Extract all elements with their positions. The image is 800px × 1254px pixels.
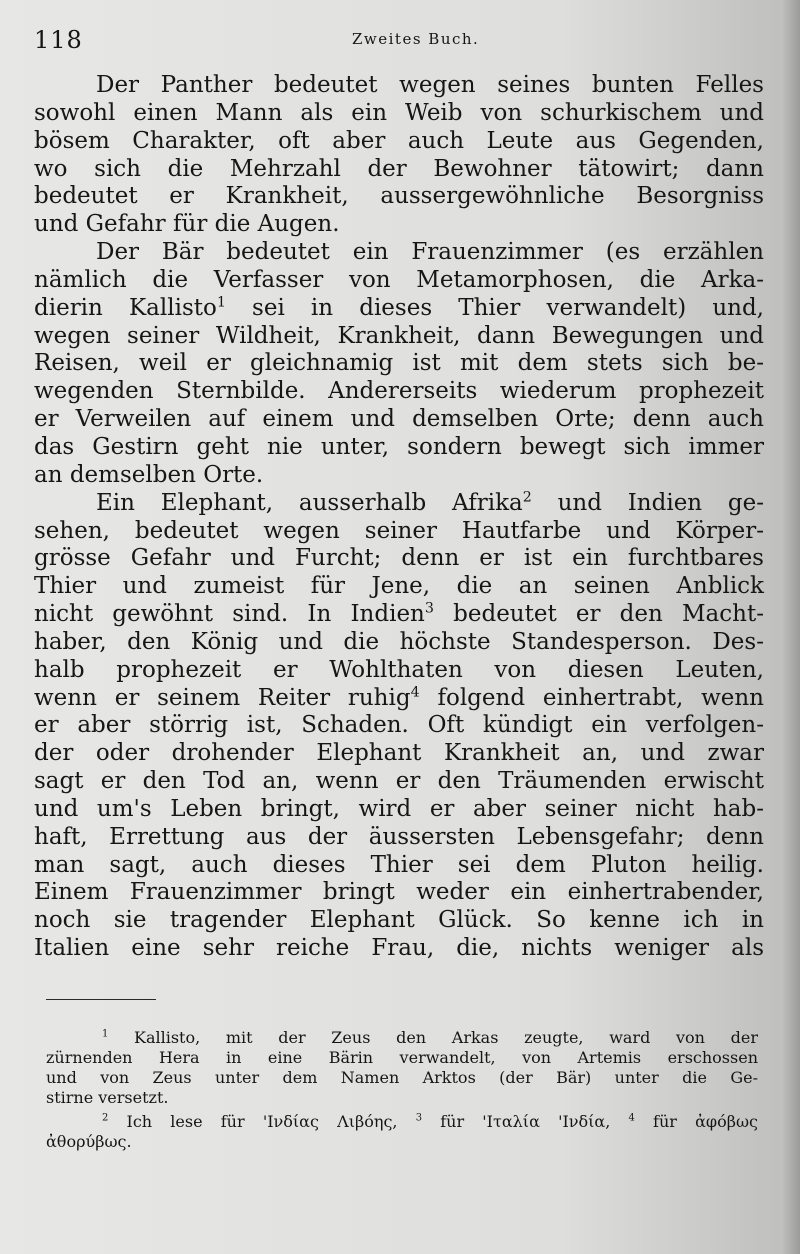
text-line: an demselben Orte.: [34, 461, 264, 488]
text-line: grösse Gefahr und Furcht; denn er ist ein furchtbares: [34, 545, 764, 572]
text-line: wenn er seinem Reiter ruhig$^4$ folgend einhertrabt, wenn: [34, 683, 764, 711]
text-line: Einem Frauenzimmer bringt weder ein einhertrabender,: [34, 879, 764, 906]
footnote-number: 2: [102, 1112, 109, 1124]
footnote-number: 4: [628, 1112, 635, 1124]
text-line: Der Bär bedeutet ein Frauenzimmer (es erzählen: [96, 239, 764, 266]
footnote-mark: 3: [424, 600, 434, 617]
text-line: wo sich die Mehrzahl der Bewohner tätowirt; dann: [34, 155, 764, 182]
text-line: und um's Leben bringt, wird er aber seiner nicht hab-: [34, 795, 764, 822]
text-line: halb prophezeit er Wohlthaten von diesen Leuten,: [34, 656, 764, 683]
footnote-line: zürnenden Hera in eine Bärin verwandelt, von Artemis erschossen: [46, 1048, 758, 1067]
text-line: sehen, bedeutet wegen seiner Hautfarbe und Körper-: [34, 517, 764, 544]
text-line: und Gefahr für die Augen.: [34, 211, 340, 238]
running-head: Zweites Buch.: [352, 30, 480, 48]
text-line: man sagt, auch dieses Thier sei dem Pluton heilig.: [34, 851, 764, 878]
page-number: 118: [34, 26, 83, 54]
text-line: nicht gewöhnt sind. In Indien$^3$ bedeutet er den Macht-: [34, 600, 764, 628]
footnote-mark: 1: [216, 294, 226, 311]
text-line: sagt er den Tod an, wenn er den Träumenden erwischt: [34, 768, 764, 795]
text-line: bedeutet er Krankheit, aussergewöhnliche Besorgniss: [34, 183, 764, 210]
footnotes: [46, 1028, 758, 1152]
body-text: [34, 72, 764, 963]
page-header: [34, 22, 754, 56]
text-line: bösem Charakter, oft aber auch Leute aus Gegenden,: [34, 127, 764, 154]
text-line: Ein Elephant, ausserhalb Afrika$^2$ und Indien ge-: [96, 489, 765, 516]
text-line: er Verweilen auf einem und demselben Orte; denn auch: [34, 406, 764, 433]
footnote-line: ἀθορύβως.: [46, 1132, 132, 1151]
text-line: Italien eine sehr reiche Frau, die, nichts weniger als: [34, 935, 764, 962]
text-line: nämlich die Verfasser von Metamorphosen, die Arka-: [34, 266, 764, 293]
footnote-number: 3: [415, 1112, 423, 1124]
text-line: wegen seiner Wildheit, Krankheit, dann Bewegungen und: [34, 322, 764, 349]
text-line: noch sie tragender Elephant Glück. So kenne ich in: [34, 907, 764, 934]
footnote-line: und von Zeus unter dem Namen Arktos (der Bär) unter die Ge-: [46, 1068, 758, 1087]
footnote-line: stirne versetzt.: [46, 1088, 169, 1107]
text-line: er aber störrig ist, Schaden. Oft kündigt ein verfolgen-: [34, 712, 764, 739]
footnote-divider: [46, 999, 156, 1000]
text-line: das Gestirn geht nie unter, sondern bewegt sich immer: [34, 433, 764, 460]
footnote-number: 1: [102, 1028, 109, 1040]
text-line: Reisen, weil er gleichnamig ist mit dem stets sich be-: [34, 350, 764, 377]
footnote-mark: 2: [522, 489, 532, 505]
text-line: Der Panther bedeutet wegen seines bunten Felles: [96, 72, 764, 98]
text-line: wegenden Sternbilde. Andererseits wiederum prophezeit: [34, 378, 764, 405]
footnote-mark: 4: [410, 683, 420, 700]
text-line: dierin Kallisto$^1$ sei in dieses Thier verwandelt) und,: [34, 294, 764, 321]
text-line: Thier und zumeist für Jene, die an seinen Anblick: [34, 573, 764, 600]
text-line: haber, den König und die höchste Standesperson. Des-: [34, 628, 764, 655]
footnote-line: $^1$ Kallisto, mit der Zeus den Arkas zeugte, ward von der: [102, 1028, 758, 1047]
footnote-line: $^2$ Ich lese für 'Ινδίας Λιβόης, $^3$ für 'Ιταλία 'Ινδία, $^4$ für ἀφόβως: [102, 1112, 759, 1131]
text-line: sowohl einen Mann als ein Weib von schurkischem und: [34, 99, 764, 126]
text-line: der oder drohender Elephant Krankheit an, und zwar: [34, 740, 764, 767]
text-line: haft, Errettung aus der äussersten Lebensgefahr; denn: [34, 823, 764, 850]
